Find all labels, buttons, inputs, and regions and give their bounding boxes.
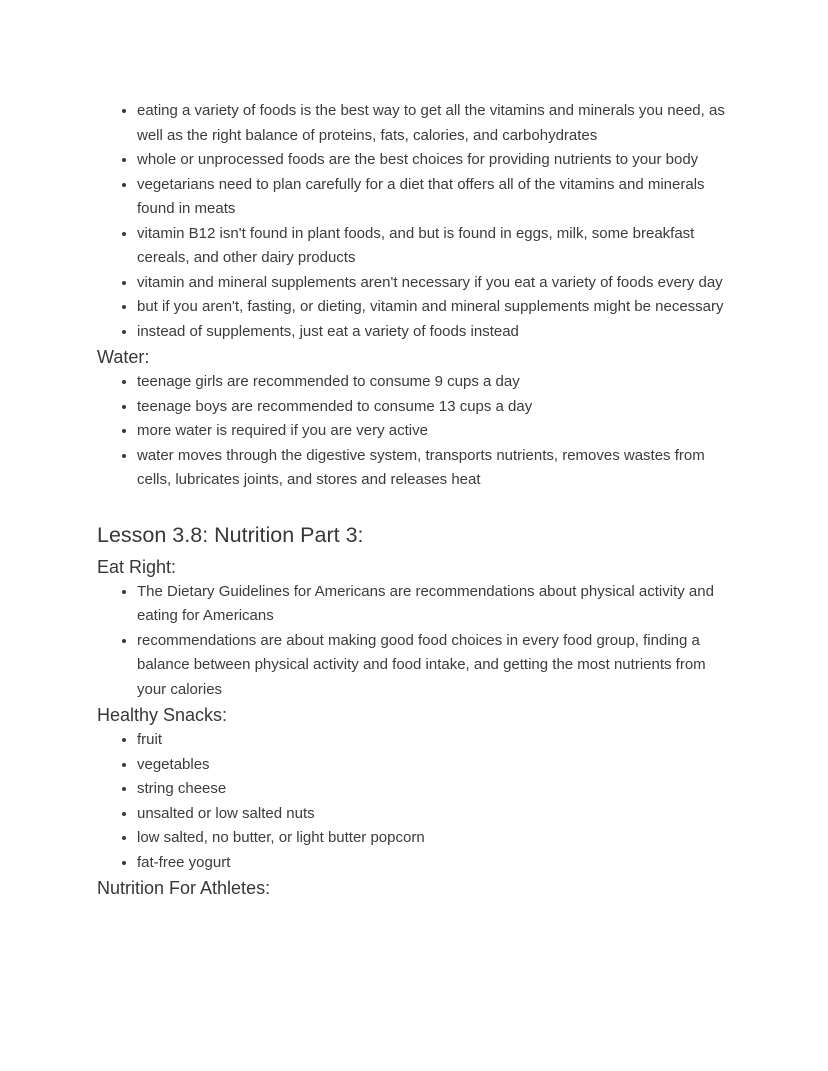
bullet-item: • but if you aren't, fasting, or dieting, vitamin and mineral supplements might be necessary <box>137 295 732 320</box>
bullet-list <box>97 99 732 344</box>
sub-heading: Eat Right: <box>97 556 177 577</box>
bullet-item: • recommendations are about making good food choices in every food group, finding a balance between physical activity and food intake, and getting the most nutrients from your calories <box>137 629 732 703</box>
bullet-item: • teenage boys are recommended to consume 13 cups a day <box>137 395 732 420</box>
bullet-item: • eating a variety of foods is the best way to get all the vitamins and minerals you need, as well as the right balance of proteins, fats, calories, and carbohydrates <box>137 99 732 148</box>
bullet-item: • fruit <box>137 728 732 753</box>
bullet-item: • water moves through the digestive system, transports nutrients, removes wastes from cells, lubricates joints, and stores and releases heat <box>137 444 732 493</box>
bullet-item: • low salted, no butter, or light butter popcorn <box>137 826 732 851</box>
bullet-item: • more water is required if you are very active <box>137 419 732 444</box>
bullet-item: • vitamin and mineral supplements aren't necessary if you eat a variety of foods every day <box>137 271 732 296</box>
bullet-item: • vegetarians need to plan carefully for a diet that offers all of the vitamins and minerals found in meats <box>137 173 732 222</box>
bullet-item: • string cheese <box>137 777 732 802</box>
bullet-item: • fat-free yogurt <box>137 851 732 876</box>
sub-heading: Nutrition For Athletes: <box>97 878 271 898</box>
bullet-item: • The Dietary Guidelines for Americans are recommendations about physical activity and eating for Americans <box>137 580 732 629</box>
bullet-item: • teenage girls are recommended to consume 9 cups a day <box>137 370 732 395</box>
bullet-item: • unsalted or low salted nuts <box>137 802 732 827</box>
bullet-list <box>97 370 732 493</box>
section-title: Lesson 3.8: Nutrition Part 3: <box>97 522 364 547</box>
bullet-item: • instead of supplements, just eat a variety of foods instead <box>137 320 732 345</box>
bullet-item: • whole or unprocessed foods are the best choices for providing nutrients to your body <box>137 148 732 173</box>
bullet-list <box>97 580 732 703</box>
bullet-item: • vitamin B12 isn't found in plant foods, and but is found in eggs, milk, some breakfast cereals, and other dairy products <box>137 222 732 271</box>
sub-heading: Healthy Snacks: <box>97 705 228 725</box>
bullet-item: • vegetables <box>137 753 732 778</box>
bullet-list <box>97 728 732 875</box>
sub-heading: Water: <box>97 347 150 367</box>
